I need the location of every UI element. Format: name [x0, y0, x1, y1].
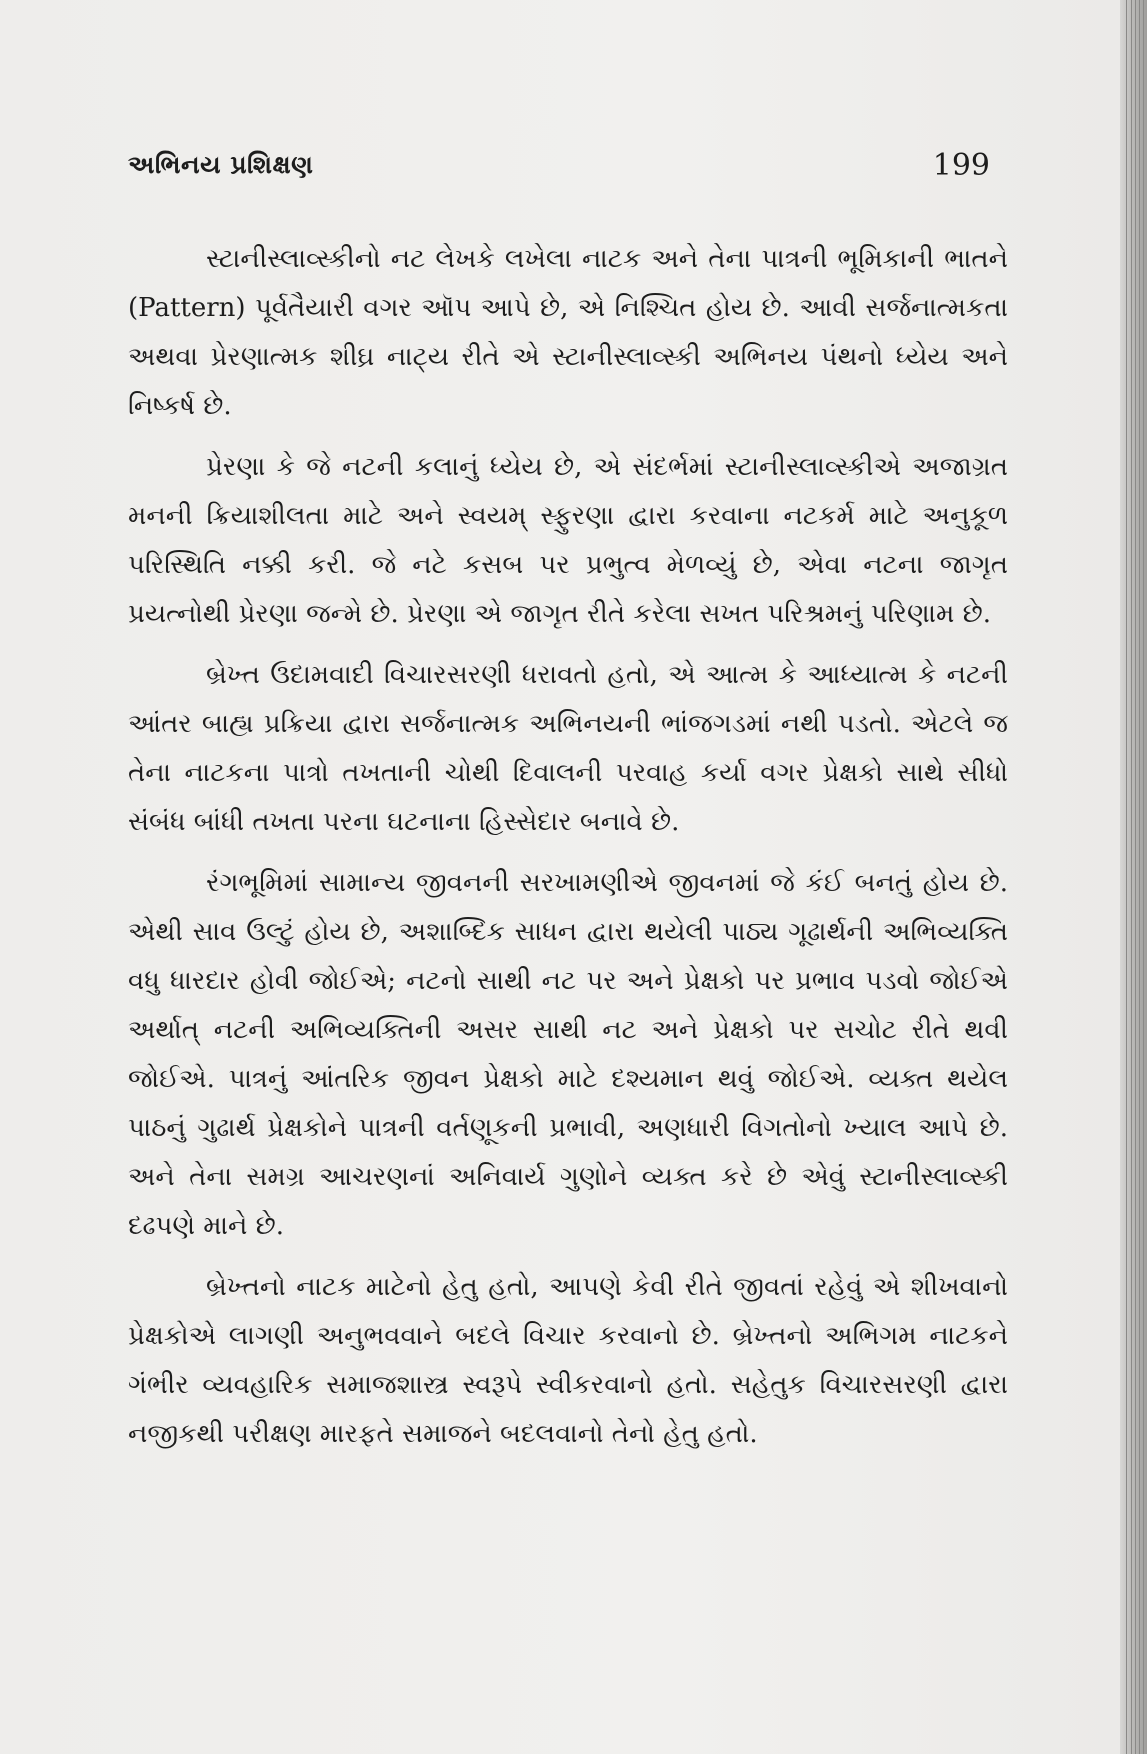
- paragraph-3: બ્રેખ્ત ઉદામવાદી વિચારસરણી ધરાવતો હતો, એ આત્મ કે આધ્યાત્મ કે નટની આંતર બાહ્ય પ્રક્રિયા દ્વારા સર્જનાત્મક અભિનયની ભાંજગડમાં નથી પડતો. એટલે જ તેના નાટકના પાત્રો તખતાની ચોથી દિવાલની પરવાહ કર્યા વગર પ્રેક્ષકો સાથે સીધો સંબંધ બાંધી તખતા પરના ઘટનાના હિસ્સેદાર બનાવે છે.: [128, 660, 1008, 837]
- paragraph-5: બ્રેખ્તનો નાટક માટેનો હેતુ હતો, આપણે કેવી રીતે જીવતાં રહેવું એ શીખવાનો પ્રેક્ષકોએ લાગણી અનુભવવાને બદલે વિચાર કરવાનો છે. બ્રેખ્તનો અભિગમ નાટકને ગંભીર વ્યવહારિક સમાજશાસ્ત્ર સ્વરૂપે સ્વીકરવાનો હતો. સહેતુક વિચારસરણી દ્વારા નજીકથી પરીક્ષણ મારફતે સમાજને બદલવાનો તેનો હેતુ હતો.: [128, 1272, 1008, 1449]
- page-edge: [1120, 0, 1147, 1754]
- paragraph-1: સ્ટાનીસ્લાવ્સ્કીનો નટ લેખકે લખેલા નાટક અને તેના પાત્રની ભૂમિકાની ભાતને (Pattern) પૂર્વતૈયારી વગર ઑપ આપે છે, એ નિશ્ચિત હોય છે. આવી સર્જનાત્મકતા અથવા પ્રેરણાત્મક શીઘ્ર નાટ્ય રીતે એ સ્ટાનીસ્લાવ્સ્કી અભિનય પંથનો ધ્યેય અને નિષ્કર્ષ છે.: [128, 244, 1008, 421]
- paragraph-4: રંગભૂમિમાં સામાન્ય જીવનની સરખામણીએ જીવનમાં જે કંઈ બનતું હોય છે. એથી સાવ ઉલ્ટું હોય છે, અશાબ્દિક સાધન દ્વારા થયેલી પાઠ્ય ગૂઢાર્થની અભિવ્યક્તિ વધુ ધારદાર હોવી જોઈએ; નટનો સાથી નટ પર અને પ્રેક્ષકો પર પ્રભાવ પડવો જોઈએ અર્થાત્ નટની અભિવ્યક્તિની અસર સાથી નટ અને પ્રેક્ષકો પર સચોટ રીતે થવી જોઈએ. પાત્રનું આંતરિક જીવન પ્રેક્ષકો માટે દશ્યમાન થવું જોઈએ. વ્યક્ત થયેલ પાઠનું ગુઢાર્થ પ્રેક્ષકોને પાત્રની વર્તણૂકની પ્રભાવી, અણધારી વિગતોનો ખ્યાલ આપે છે. અને તેના સમગ્ર આચરણનાં અનિવાર્ય ગુણોને વ્યક્ત કરે છે એવું સ્ટાનીસ્લાવ્સ્કી દઢપણે માને છે.: [128, 868, 1008, 1241]
- running-head: અભિનય પ્રશિક્ષણ: [128, 150, 314, 179]
- body-text: [128, 235, 1008, 1471]
- page-number: 199: [932, 148, 990, 183]
- paragraph-2: પ્રેરણા કે જે નટની કલાનું ધ્યેય છે, એ સંદર્ભમાં સ્ટાનીસ્લાવ્સ્કીએ અજાગ્રત મનની ક્રિયાશીલતા માટે અને સ્વયમ્ સ્ફુરણા દ્વારા કરવાના નટકર્મ માટે અનુકૂળ પરિસ્થિતિ નક્કી કરી. જે નટે કસબ પર પ્રભુત્વ મેળવ્યું છે, એવા નટના જાગૃત પ્રયત્નોથી પ્રેરણા જન્મે છે. પ્રેરણા એ જાગૃત રીતે કરેલા સખત પરિશ્રમનું પરિણામ છે.: [128, 452, 1008, 629]
